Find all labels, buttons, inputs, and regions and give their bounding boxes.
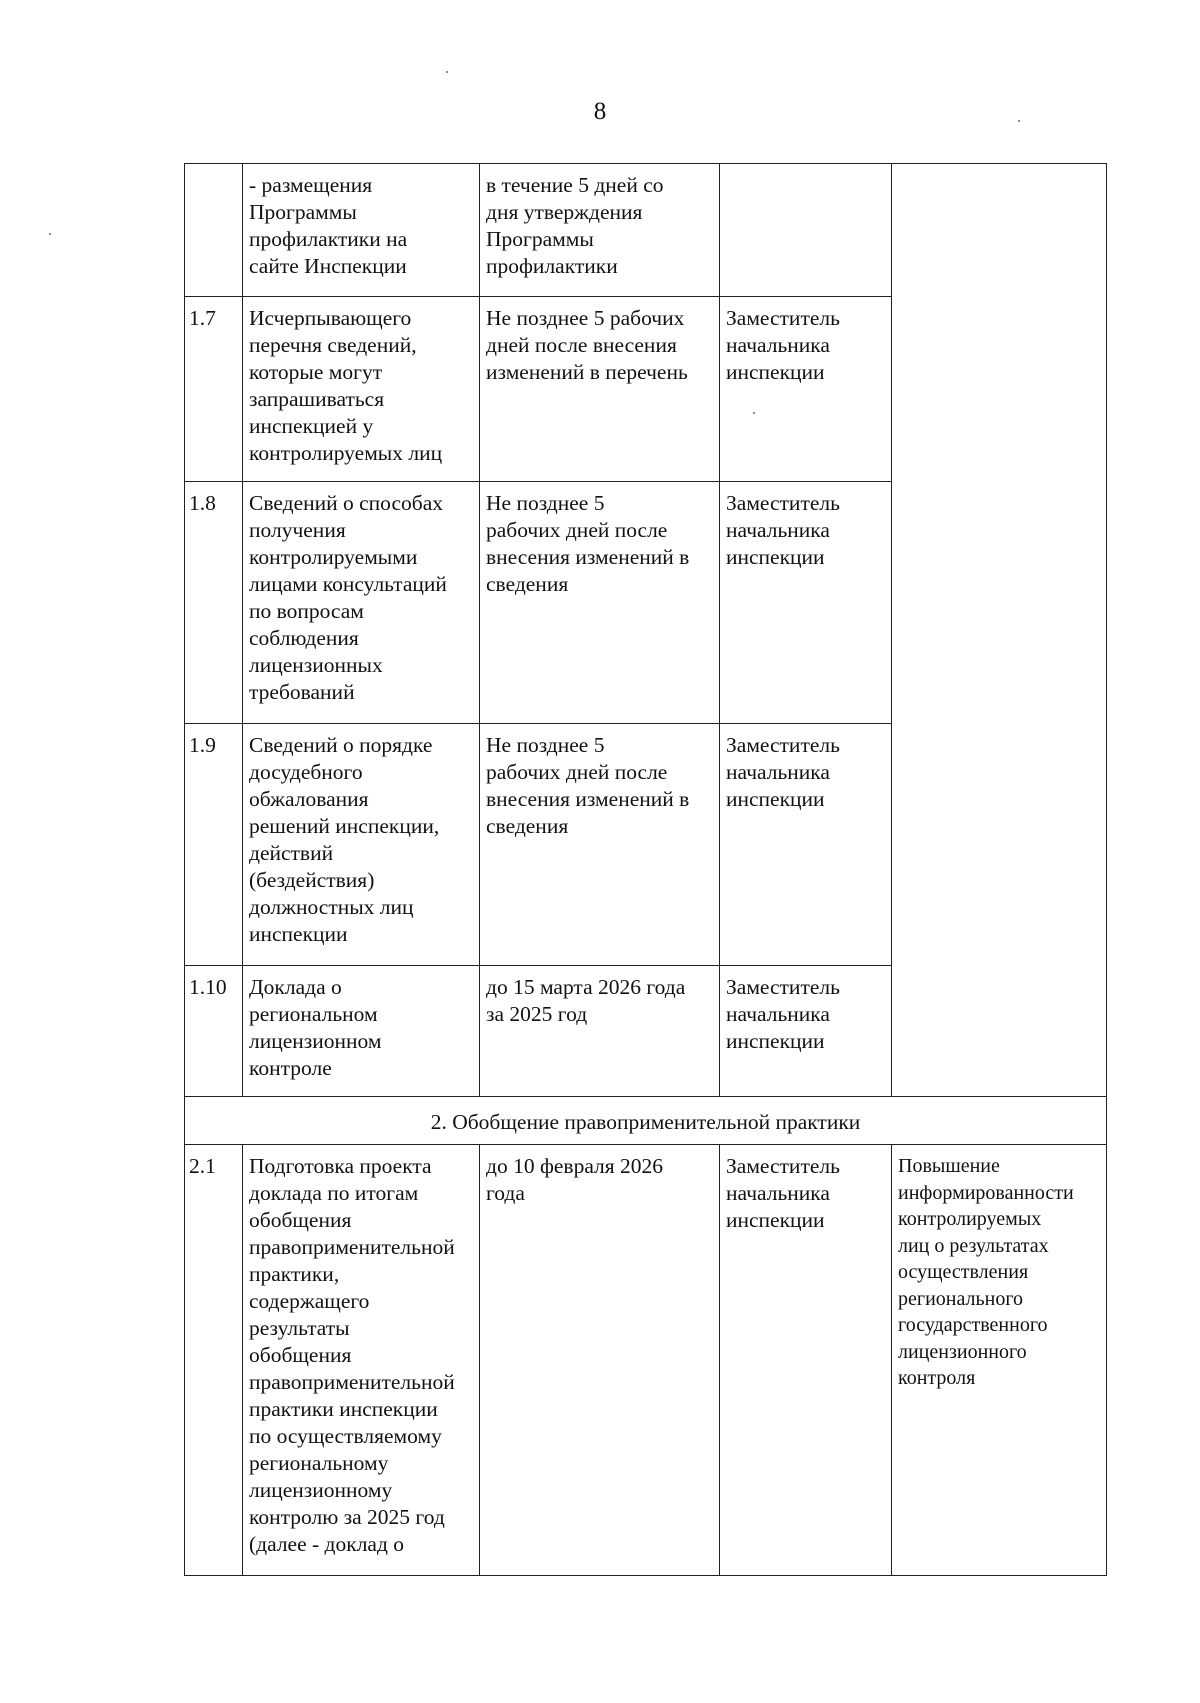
- activity-cell: Исчерпывающего перечня сведений, которые могут запрашиваться инспекцией у контролируемых лиц: [243, 297, 480, 482]
- row-number: 2.1: [185, 1145, 243, 1576]
- row-number: 1.10: [185, 966, 243, 1097]
- result-cell-empty: [892, 164, 1107, 1097]
- responsible-cell: Заместитель начальника инспекции: [720, 297, 892, 482]
- row-number: [185, 164, 243, 297]
- scan-speck: [1018, 120, 1020, 122]
- activity-cell: Сведений о способах получения контролируемыми лицами консультаций по вопросам соблюдения лицензионных требований: [243, 482, 480, 724]
- section-row: [185, 1097, 1107, 1145]
- activity-cell: Сведений о порядке досудебного обжалования решений инспекции, действий (бездействия) должностных лиц инспекции: [243, 724, 480, 966]
- scan-speck: [49, 233, 51, 235]
- deadline-cell: Не позднее 5 рабочих дней после внесения изменений в сведения: [480, 724, 720, 966]
- deadline-cell: до 10 февраля 2026 года: [480, 1145, 720, 1576]
- section-title: 2. Обобщение правоприменительной практики: [185, 1097, 1107, 1145]
- deadline-cell: Не позднее 5 рабочих дней после внесения изменений в перечень: [480, 297, 720, 482]
- responsible-cell: [720, 164, 892, 297]
- row-number: 1.8: [185, 482, 243, 724]
- result-cell: Повышение информированности контролируемых лиц о результатах осуществления регионального государственного лицензионного контроля: [892, 1145, 1107, 1576]
- table-row: [185, 1145, 1107, 1576]
- page-number: 8: [593, 98, 607, 125]
- activity-cell: Подготовка проекта доклада по итогам обобщения правоприменительной практики, содержащего результаты обобщения правоприменительной практики инспекции по осуществляемому региональному лицензионному контролю за 2025 год (далее - доклад о: [243, 1145, 480, 1576]
- responsible-cell: Заместитель начальника инспекции: [720, 724, 892, 966]
- activity-cell: Доклада о региональном лицензионном контроле: [243, 966, 480, 1097]
- responsible-cell: Заместитель начальника инспекции: [720, 966, 892, 1097]
- row-number: 1.7: [185, 297, 243, 482]
- table-row: [185, 164, 1107, 297]
- deadline-cell: в течение 5 дней со дня утверждения Программы профилактики: [480, 164, 720, 297]
- deadline-cell: Не позднее 5 рабочих дней после внесения изменений в сведения: [480, 482, 720, 724]
- responsible-cell: Заместитель начальника инспекции: [720, 1145, 892, 1576]
- scan-speck: [446, 71, 448, 73]
- row-number: 1.9: [185, 724, 243, 966]
- activity-cell: - размещения Программы профилактики на сайте Инспекции: [243, 164, 480, 297]
- deadline-cell: до 15 марта 2026 года за 2025 год: [480, 966, 720, 1097]
- plan-table: [184, 163, 1107, 1576]
- responsible-cell: Заместитель начальника инспекции: [720, 482, 892, 724]
